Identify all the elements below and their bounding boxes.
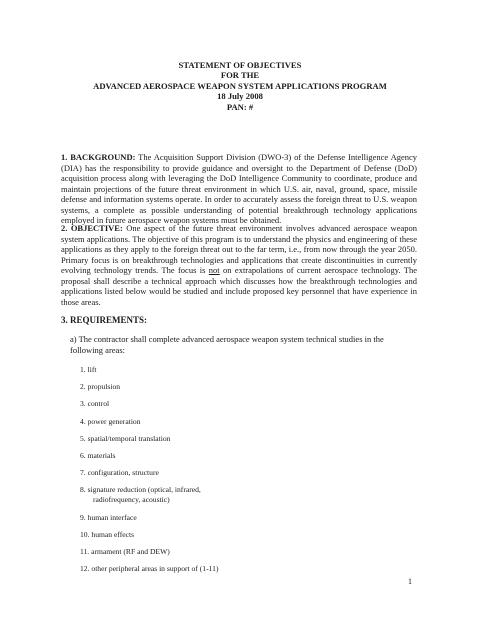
- list-item: [80, 513, 218, 530]
- list-item-text: 3. control: [80, 399, 110, 409]
- list-item-text: 2. propulsion: [80, 382, 121, 392]
- list-item-text: 9. human interface: [80, 512, 137, 522]
- list-item: [80, 530, 218, 547]
- objective-text-part2: on extrapolations of current aerospace technology. The proposal shall describe a technical approach which discusses how the breakthrough technologies and applications listed below would be studied and include proposed key personnel that have experience in those areas.: [61, 265, 417, 307]
- list-item-text: 12. other peripheral areas in support of (1-11): [80, 564, 219, 574]
- list-item-text: 4. power generation: [80, 416, 141, 426]
- page-number: 1: [408, 577, 412, 586]
- requirements-list: [80, 365, 218, 581]
- list-item-text: 5. spatial/temporal translation: [80, 433, 171, 443]
- list-item: [80, 547, 218, 564]
- list-item: [80, 417, 218, 434]
- list-item: [80, 382, 218, 399]
- list-item-text: 7. configuration, structure: [80, 468, 159, 478]
- list-item-text: 8. signature reduction (optical, infrared,: [80, 485, 201, 495]
- objective-section: [61, 223, 417, 307]
- background-text: The Acquisition Support Division (DWO-3) of the Defense Intelligence Agency (DIA) has the responsibility to provide guidance and oversight to the Department of Defense (DoD) acquisition process along with leveraging the DoD Intelligence Community to coordinate, produce and maintain projections of the future threat environment in which U.S. air, naval, ground, space, missile defense and information systems operate. In order to accurately assess the foreign threat to U.S. weapon systems, a complete as possible understanding of potential breakthrough technology applications employed in future aerospace weapon systems must be obtained.: [61, 152, 417, 225]
- header-pan: PAN: #: [226, 101, 254, 112]
- header-date: 18 July 2008: [217, 91, 263, 102]
- header-title: STATEMENT OF OBJECTIVES: [178, 60, 302, 70]
- document-header: [0, 60, 480, 112]
- list-item: [80, 451, 218, 468]
- background-label: 1. BACKGROUND:: [61, 152, 136, 162]
- list-item: [80, 434, 218, 451]
- list-item: [80, 365, 218, 382]
- objective-not-word: not: [208, 265, 220, 275]
- list-item: [80, 468, 218, 485]
- header-program-name: ADVANCED AEROSPACE WEAPON SYSTEM APPLICATIONS PROGRAM: [93, 80, 387, 91]
- header-for-the: FOR THE: [220, 70, 260, 81]
- background-section: [61, 152, 417, 226]
- list-item-text: 11. armament (RF and DEW): [80, 546, 170, 556]
- requirements-heading: 3. REQUIREMENTS:: [61, 315, 148, 325]
- list-item-continuation: radiofrequency, acoustic): [93, 495, 170, 505]
- list-item: [80, 399, 218, 416]
- list-item-text: 6. materials: [80, 450, 116, 460]
- list-item-text: 1. lift: [80, 365, 97, 374]
- list-item: [80, 485, 218, 512]
- list-item: [80, 564, 218, 581]
- objective-text-part1: One aspect of the future threat environment involves advanced aerospace weapon system applications. The objective of this program is to understand the physics and engineering of these applications as they apply to the foreign threat out to the far term, i.e., from now through the year 2050. Primary focus is on breakthrough technologies and applications that create discontinuities in currently evolving technology trends. The focus is: [61, 223, 417, 275]
- objective-label: 2. OBJECTIVE:: [61, 223, 123, 233]
- list-item-text: 10. human effects: [80, 529, 135, 539]
- requirements-intro: a) The contractor shall complete advanced aerospace weapon system technical studies in the following areas:: [70, 334, 384, 355]
